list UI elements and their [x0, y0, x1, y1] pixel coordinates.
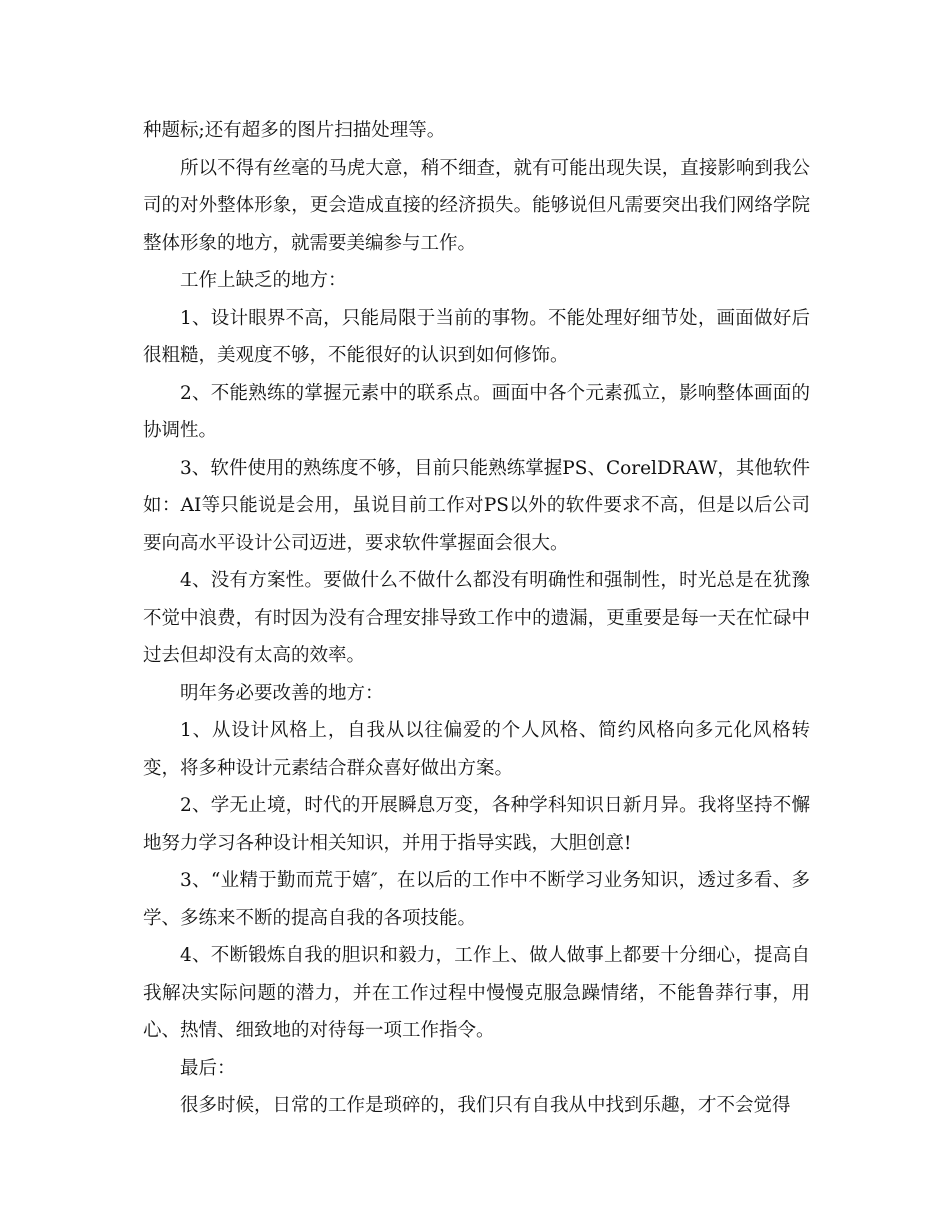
improvement-item-2: 2、学无止境，时代的开展瞬息万变，各种学科知识日新月异。我将坚持不懈地努力学习各种设计相关知识，并用于指导实践，大胆创意!: [143, 795, 810, 854]
shortcoming-item-2: 2、不能熟练的掌握元素中的联系点。画面中各个元素孤立，影响整体画面的协调性。: [143, 382, 810, 441]
shortcoming-item-4: 4、没有方案性。要做什么不做什么都没有明确性和强制性，时光总是在犹豫不觉中浪费，有时因为没有合理安排导致工作中的遗漏，更重要是每一天在忙碌中过去但却没有太高的效率。: [143, 570, 810, 666]
paragraph-closing: 很多时候，日常的工作是琐碎的，我们只有自我从中找到乐趣，才不会觉得: [180, 1095, 791, 1116]
improvement-item-3: 3、“业精于勤而荒于嬉″，在以后的工作中不断学习业务知识，透过多看、多学、多练来不断的提高自我的各项技能。: [143, 870, 810, 929]
heading-improvements: 明年务必要改善的地方：: [180, 682, 384, 704]
heading-shortcomings: 工作上缺乏的地方：: [180, 270, 347, 291]
document-body: [143, 112, 810, 1125]
paragraph-continuation: 种题标;还有超多的图片扫描处理等。: [143, 120, 446, 141]
improvement-item-4: 4、不断锻炼自我的胆识和毅力，工作上、做人做事上都要十分细心，提高自我解决实际问题的潜力，并在工作过程中慢慢克服急躁情绪，不能鲁莽行事，用心、热情、细致地的对待每一项工作指令。: [143, 945, 810, 1041]
heading-finally: 最后：: [180, 1057, 236, 1079]
shortcoming-item-1: 1、设计眼界不高，只能局限于当前的事物。不能处理好细节处，画面做好后很粗糙，美观度不够，不能很好的认识到如何修饰。: [143, 307, 810, 366]
shortcoming-item-3: 3、软件使用的熟练度不够，目前只能熟练掌握PS、CorelDRAW，其他软件如：AI等只能说是会用，虽说目前工作对PS以外的软件要求不高，但是以后公司要向高水平设计公司迈进，要求软件掌握面会很大。: [143, 457, 810, 554]
improvement-item-1: 1、从设计风格上，自我从以往偏爱的个人风格、简约风格向多元化风格转变，将多种设计元素结合群众喜好做出方案。: [143, 720, 810, 779]
paragraph-image-quality: 所以不得有丝毫的马虎大意，稍不细查，就有可能出现失误，直接影响到我公司的对外整体形象，更会造成直接的经济损失。能够说但凡需要突出我们网络学院整体形象的地方，就需要美编参与工作。: [143, 157, 810, 254]
